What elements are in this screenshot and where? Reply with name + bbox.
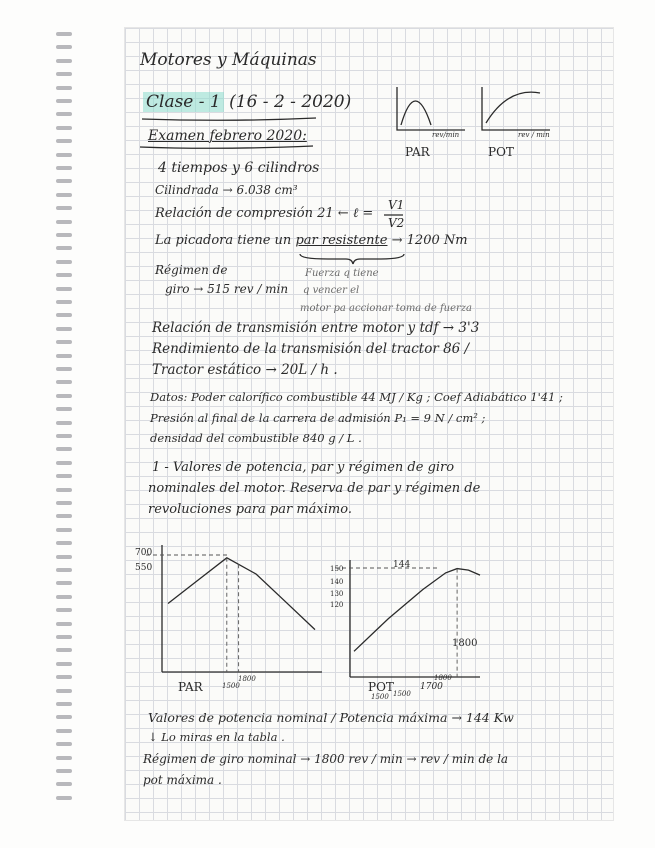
datos-line-3: densidad del combustible 840 g / L . [150,431,362,445]
par-xtick-1800: 1800 [238,675,256,683]
spiral-ring [56,608,72,612]
pot-xtick-1700: 1700 [420,682,443,692]
spiral-ring [56,139,72,143]
spiral-ring [56,461,72,465]
par-ytick-550: 550 [135,563,153,573]
spiral-ring [56,354,72,358]
answer-line-2: ↓ Lo miras en la tabla . [148,730,285,744]
spiral-binding [56,32,74,812]
spiral-ring [56,421,72,425]
spiral-ring [56,380,72,384]
spiral-ring [56,233,72,237]
regimen-value: giro → 515 rev / min [165,282,289,296]
par-mini-label: PAR [405,145,430,159]
pot-mini-axis-label: rev / min [518,131,550,139]
spiral-ring [56,86,72,90]
torque-text-c: → 1200 Nm [391,233,468,248]
ratio-numerator: V1 [388,198,405,212]
question-line-3: revoluciones para par máximo. [148,502,352,517]
spiral-ring [56,782,72,786]
spiral-ring [56,581,72,585]
page-title: Motores y Máquinas [140,50,317,70]
spiral-ring [56,555,72,559]
spiral-ring [56,287,72,291]
pot-peak-label: 144 [393,560,411,570]
pot-xtick-1500-b: 1500 [393,690,411,698]
class-underline [140,115,320,123]
class-heading [143,92,351,112]
spiral-ring [56,447,72,451]
torque-brace [298,252,408,266]
spiral-ring [56,528,72,532]
par-xtick-1500: 1500 [222,682,240,690]
pot-xtick-1800: 1800 [434,674,452,682]
spiral-ring [56,313,72,317]
spiral-ring [56,488,72,492]
spiral-ring [56,635,72,639]
spiral-ring [56,501,72,505]
answer-line-4: pot máxima . [143,773,222,787]
spiral-ring [56,729,72,733]
spiral-ring [56,715,72,719]
spiral-ring [56,300,72,304]
pot-chart [340,555,490,695]
spiral-ring [56,206,72,210]
spec-displacement: Cilindrada → 6.038 cm³ [155,183,298,197]
par-ytick-700: 700 [135,548,153,558]
spiral-ring [56,514,72,518]
question-line-1: 1 - Valores de potencia, par y régimen de giro [152,460,455,475]
exam-heading: Examen febrero 2020: [148,128,307,144]
spiral-ring [56,541,72,545]
torque-note-1: Fuerza q tiene [305,268,379,279]
pot-marker-label: 1800 [452,638,478,649]
compression-text: Relación de compresión 21 ← [155,206,349,221]
par-curve [168,558,315,630]
pot-mini-curve [486,92,540,123]
spiral-ring [56,662,72,666]
spiral-ring [56,675,72,679]
spiral-ring [56,769,72,773]
question-line-2: nominales del motor. Reserva de par y régimen de [148,481,481,496]
spiral-ring [56,742,72,746]
pot-ytick-120: 120 [330,601,344,609]
ratio-denominator: V2 [388,216,405,230]
spiral-ring [56,327,72,331]
spec-transmission-ratio: Relación de transmisión entre motor y tdf → 3'3 [152,320,480,336]
pot-xtick-1500-a: 1500 [371,693,389,701]
spiral-ring [56,166,72,170]
spiral-ring [56,407,72,411]
spiral-ring [56,434,72,438]
pot-mini-label: POT [488,145,514,159]
spiral-ring [56,568,72,572]
torque-text-a: La picadora tiene un [155,233,292,248]
spiral-ring [56,99,72,103]
pot-ytick-130: 130 [330,590,344,598]
datos-line-1: Datos: Poder calorífico combustible 44 MJ / Kg ; Coef Adiabático 1'41 ; [150,390,563,404]
par-mini-curve [401,101,431,125]
spiral-ring [56,340,72,344]
spiral-ring [56,648,72,652]
spiral-ring [56,59,72,63]
class-date: (16 - 2 - 2020) [229,92,352,112]
par-chart-title: PAR [178,680,203,694]
par-mini-axis-label: rev/min [432,131,460,139]
spiral-ring [56,179,72,183]
spiral-ring [56,153,72,157]
regimen-label: Régimen de [155,263,228,277]
spiral-ring [56,394,72,398]
compression-formula: ℓ = [352,206,374,221]
spec-static-tractor: Tractor estático → 20L / h . [152,362,338,378]
spiral-ring [56,32,72,36]
spiral-ring [56,689,72,693]
spiral-ring [56,622,72,626]
spiral-ring [56,126,72,130]
datos-line-2: Presión al final de la carrera de admisión P₁ = 9 N / cm² ; [150,411,486,425]
spec-resistant-torque [155,233,468,248]
torque-note-3: motor pa accionar toma de fuerza [300,303,473,314]
spiral-ring [56,193,72,197]
answer-line-3: Régimen de giro nominal → 1800 rev / min → rev / min de la [143,752,509,766]
spiral-ring [56,474,72,478]
spiral-ring [56,756,72,760]
pot-ytick-140: 140 [330,578,344,586]
answer-line-1: Valores de potencia nominal / Potencia máxima → 144 Kw [148,710,514,725]
class-label: Clase - 1 [143,92,224,112]
spiral-ring [56,796,72,800]
spiral-ring [56,112,72,116]
spiral-ring [56,367,72,371]
spiral-ring [56,260,72,264]
spiral-ring [56,273,72,277]
pot-ytick-150: 150 [330,565,344,573]
spiral-ring [56,45,72,49]
spiral-ring [56,246,72,250]
spec-cylinders: 4 tiempos y 6 cilindros [158,160,320,176]
exam-underline [138,144,318,152]
spiral-ring [56,72,72,76]
spiral-ring [56,220,72,224]
spiral-ring [56,595,72,599]
torque-note-2: q vencer el [303,285,360,296]
spiral-ring [56,702,72,706]
torque-text-b: par resistente [295,233,388,248]
spec-efficiency: Rendimiento de la transmisión del tractor 86 / [152,341,470,357]
par-chart [150,540,330,690]
pot-chart-title: POT [368,680,394,694]
spec-compression [155,205,373,221]
